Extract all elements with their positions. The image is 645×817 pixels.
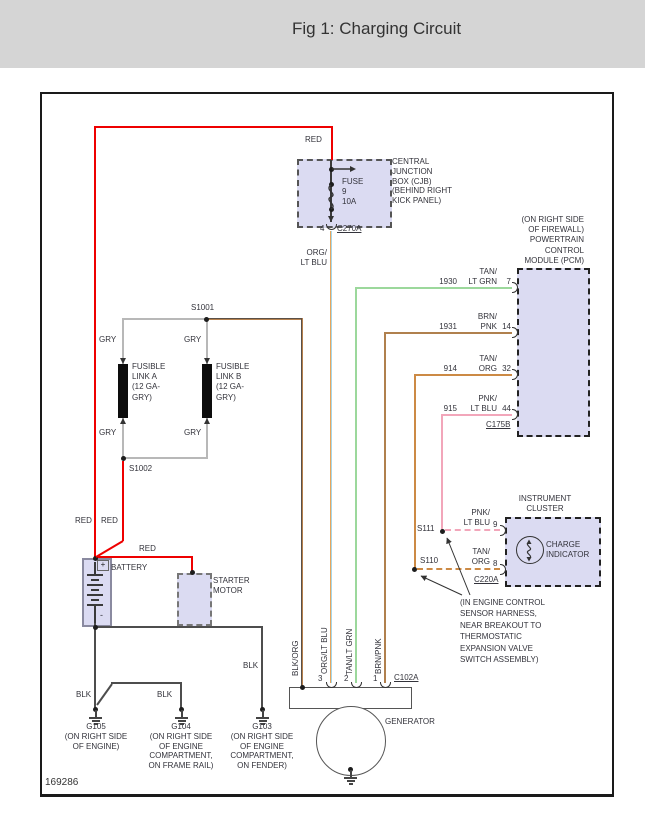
junction-dot-fuse-bottom — [329, 207, 334, 212]
battery-top-stub — [94, 562, 96, 574]
wire-color-pin8-line2: ORG — [471, 557, 490, 566]
pcm-pin-32: 32 — [502, 364, 511, 373]
fuse-label: FUSE 9 10A — [342, 177, 364, 206]
wire-blk-branch-horizontal — [111, 682, 182, 684]
wire-gry-s1001-horizontal — [123, 318, 207, 320]
wire-blk-battery-to-g105 — [94, 623, 96, 710]
battery-plate-short — [91, 599, 99, 601]
wire-red-battery-to-cjb-vertical — [94, 127, 96, 558]
pcm-pin-7: 7 — [506, 277, 511, 286]
generator-pin-1: 1 — [373, 674, 378, 683]
wire-label-blkorg: BLK/ORG — [291, 640, 300, 676]
pcm-pin-14: 14 — [502, 322, 511, 331]
wire-gry-linka-top — [122, 318, 124, 364]
connector-label-c220a: C220A — [474, 575, 499, 584]
junction-dot-s110 — [412, 567, 417, 572]
circuit-number-1931: 1931 — [439, 322, 457, 331]
wire-red-battery-to-starter — [95, 556, 192, 558]
battery-plate-short — [91, 589, 99, 591]
wire-blkorg-horizontal — [207, 318, 303, 320]
connector-label-c270a: C270A — [337, 224, 362, 233]
wire-tanorg-horizontal — [415, 374, 512, 376]
generator-circle — [316, 706, 386, 776]
splice-label-s1001: S1001 — [191, 303, 215, 312]
fusible-link-a-bar — [118, 364, 128, 418]
wire-color-pin9-line1: PNK/ — [471, 508, 490, 517]
wire-label-blk-g105: BLK — [76, 690, 92, 699]
connector-label-c102a: C102A — [394, 673, 419, 682]
wire-brnpnk-horizontal — [384, 332, 512, 334]
ground-label-g103: G103 (ON RIGHT SIDE OF ENGINE COMPARTMENT, ON FENDER) — [230, 722, 294, 771]
ground-label-g104: G104 (ON RIGHT SIDE OF ENGINE COMPARTMENT, ON FRAME RAIL) — [148, 722, 214, 771]
wire-blk-to-g103 — [261, 626, 263, 710]
junction-dot-battery-negative — [93, 625, 98, 630]
wire-label-gry-1: GRY — [99, 335, 117, 344]
charge-indicator-lamp — [516, 536, 544, 564]
wire-red-s1002-down — [122, 461, 124, 541]
wire-tanorg-dashed-to-cluster — [417, 568, 500, 570]
wire-label-orgltblu: ORG/ LT BLU — [300, 248, 327, 267]
wire-label-blk-g104: BLK — [157, 690, 173, 699]
wire-label-brnpnk-rotated: BRN/PNK — [374, 638, 383, 674]
wire-blk-horizontal — [94, 626, 263, 628]
wire-color-915-line2: LT BLU — [470, 404, 497, 413]
wire-color-pin9-line2: LT BLU — [463, 518, 490, 527]
generator-pin-2: 2 — [344, 674, 349, 683]
pcm-pin-44: 44 — [502, 404, 511, 413]
fusible-link-b-label: FUSIBLE LINK B (12 GA- GRY) — [216, 362, 250, 402]
ground-label-g105: G105 (ON RIGHT SIDE OF ENGINE) — [64, 722, 128, 751]
circuit-number-915: 915 — [443, 404, 457, 413]
splice-label-s1002: S1002 — [129, 464, 153, 473]
battery-label: BATTERY — [111, 563, 148, 572]
battery-minus-terminal: - — [100, 610, 103, 620]
generator-pin-3: 3 — [318, 674, 323, 683]
wire-orgltblu-vertical — [330, 231, 332, 683]
junction-dot-s111 — [440, 529, 445, 534]
wire-label-red-starter: RED — [139, 544, 156, 553]
junction-dot-cjb-top — [329, 167, 334, 172]
fusible-link-b-bar — [202, 364, 212, 418]
wire-label-red-left: RED — [75, 516, 92, 525]
page-title: Fig 1: Charging Circuit — [292, 19, 462, 38]
wire-color-914-line1: TAN/ — [479, 354, 497, 363]
wire-label-gry-2: GRY — [184, 335, 202, 344]
wire-red-into-cjb — [331, 126, 333, 160]
harness-note: (IN ENGINE CONTROL SENSOR HARNESS, NEAR BREAKOUT TO THERMOSTATIC EXPANSION VALVE SWITCH ASSEMBLY) — [460, 598, 545, 665]
fusible-link-a-label: FUSIBLE LINK A (12 GA- GRY) — [132, 362, 166, 402]
cjb-pin-number: 4 — [320, 224, 325, 233]
junction-dot-starter — [190, 570, 195, 575]
wire-label-gry-4: GRY — [184, 428, 202, 437]
wire-color-1930-line2: LT GRN — [468, 277, 497, 286]
wire-color-pin8-line1: TAN/ — [472, 547, 490, 556]
wire-brnpnk-vertical — [384, 332, 386, 683]
junction-dot-generator-bplus — [300, 685, 305, 690]
splice-label-s111: S111 — [417, 524, 435, 533]
wire-color-1930-line1: TAN/ — [479, 267, 497, 276]
wire-color-914-line2: ORG — [478, 364, 497, 373]
battery-plate-long — [87, 584, 103, 586]
pcm-label: (ON RIGHT SIDE OF FIREWALL) POWERTRAIN CONTROL MODULE (PCM) — [521, 215, 584, 265]
wire-label-blk-g103: BLK — [243, 661, 259, 670]
starter-motor-box — [177, 573, 212, 626]
wire-pnkltblu-dashed-to-cluster — [445, 529, 500, 531]
junction-dot-s1001 — [204, 317, 209, 322]
figure-number: 169286 — [45, 777, 79, 788]
wire-pnkltblu-horizontal — [442, 414, 512, 416]
wire-gry-linka-bottom — [122, 418, 124, 460]
wire-gry-linkb-bottom — [206, 418, 208, 458]
pcm-box — [517, 268, 590, 437]
wire-tanltgrn-horizontal — [355, 287, 512, 289]
instrument-cluster-label: INSTRUMENT CLUSTER — [518, 494, 572, 513]
wire-tanorg-vertical — [414, 374, 416, 570]
battery-plus-terminal: + — [97, 560, 109, 571]
connector-label-c175b: C175B — [486, 420, 511, 429]
wire-color-1931-line2: PNK — [480, 322, 497, 331]
circuit-number-914: 914 — [443, 364, 457, 373]
splice-label-s110: S110 — [420, 556, 439, 565]
wire-gry-s1002-horizontal — [123, 457, 208, 459]
battery-plate-long — [87, 594, 103, 596]
battery-plate-long — [87, 574, 103, 576]
wire-gry-linkb-top — [206, 318, 208, 364]
cluster-pin-9: 9 — [493, 520, 498, 529]
starter-motor-label: STARTER MOTOR — [213, 576, 250, 595]
cjb-label: CENTRAL JUNCTION BOX (CJB) (BEHIND RIGHT KICK PANEL) — [392, 157, 452, 206]
wire-blk-to-g104 — [180, 682, 182, 710]
wire-color-1931-line1: BRN/ — [477, 312, 497, 321]
wire-tanltgrn-vertical — [355, 287, 357, 683]
wire-red-top-horizontal — [94, 126, 333, 128]
ground-symbol-generator — [344, 767, 357, 784]
battery-plate-short — [91, 579, 99, 581]
generator-label: GENERATOR — [385, 717, 435, 726]
wire-label-red-right: RED — [101, 516, 118, 525]
wire-label-tanltgrn-rotated: TAN/LT GRN — [345, 628, 354, 675]
junction-dot-s1002 — [121, 456, 126, 461]
junction-dot-battery-positive — [93, 556, 98, 561]
wire-blkorg-vertical — [301, 318, 303, 687]
charge-indicator-label: CHARGE INDICATOR — [546, 540, 590, 559]
cluster-pin-8: 8 — [493, 559, 498, 568]
wire-color-915-line1: PNK/ — [478, 394, 497, 403]
wire-label-red-top: RED — [305, 135, 322, 144]
wire-label-gry-3: GRY — [99, 428, 117, 437]
wire-label-orgltblu-rotated: ORG/LT BLU — [320, 627, 329, 674]
battery-bottom-stub — [94, 606, 96, 623]
junction-dot-fuse-top — [329, 182, 334, 187]
circuit-number-1930: 1930 — [439, 277, 457, 286]
